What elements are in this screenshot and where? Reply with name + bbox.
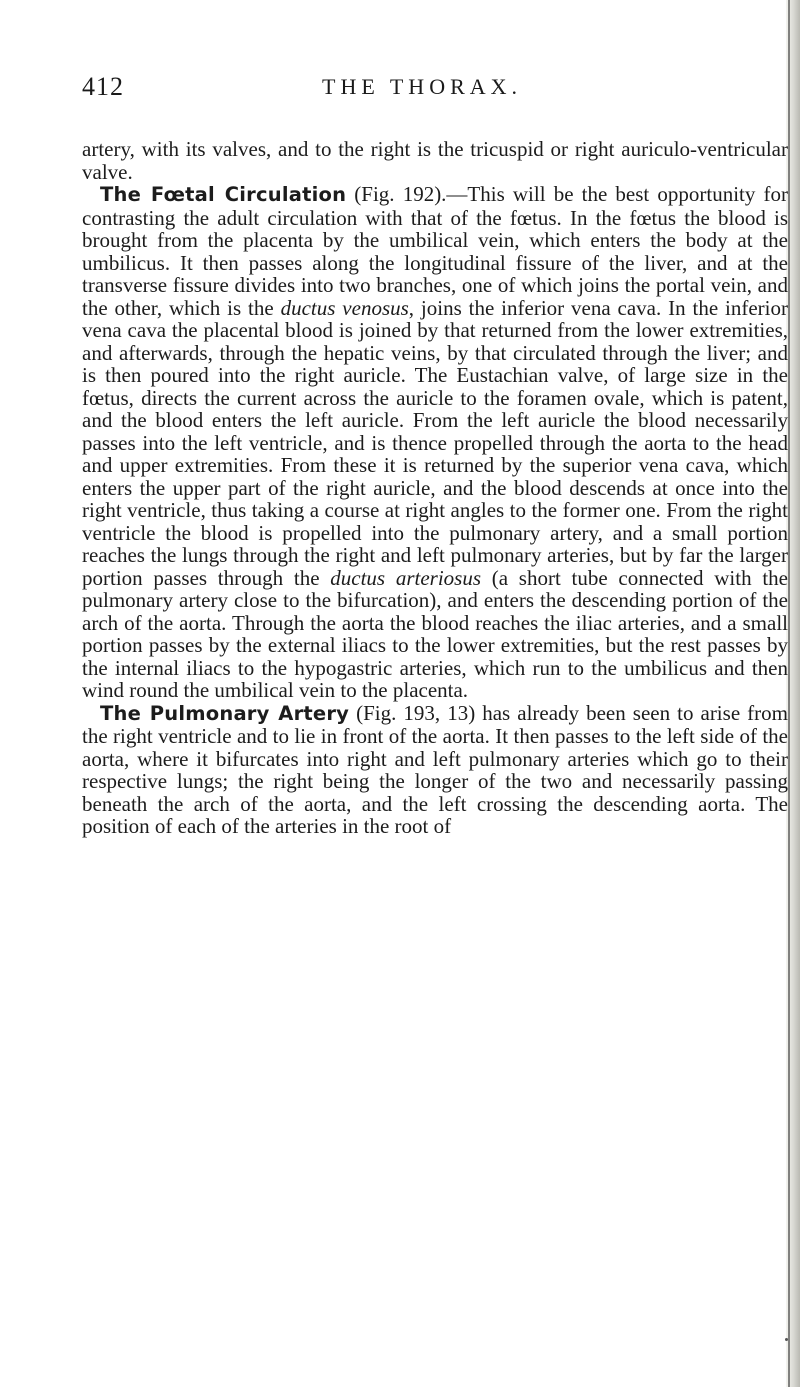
text-span: , joins the inferior vena cava. In the inferior vena cava the placental blood is joined by that returned from the lower extremities, and afterwards, through the hepatic veins, by that circulated through the liver; and is then poured into the right auricle. The Eustachian valve, of large size in the fœtus, directs the current across the auricle to the foramen ovale, which is patent, and the blood enters the left auricle. From the left auricle the blood necessarily passes into the left ventricle, and is thence propelled through the aorta to the head and upper extremities. From these it is returned by the superior vena cava, which enters the upper part of the right auricle, and the blood descends at once into the right ventricle, thus taking a course at right angles to the former one. From the right ventricle the blood is propelled into the pulmonary artery, and a small portion reaches the lungs through the right and left pulmonary arteries, but by far the larger portion passes through the (82, 295, 789, 590)
paragraph-foetal-circulation (82, 183, 788, 702)
ink-spot (785, 1338, 788, 1341)
running-head (82, 72, 800, 112)
paragraph-1 (82, 138, 788, 183)
text-span: (Fig. 193, 13) has already been seen to arise from the right ventricle and to lie in front of the aorta. It then passes to the left side of the aorta, where it bifurcates into right and left pulmonary arteries which go to their respective lungs; the right being the longer of the two and necessarily passing beneath the arch of the aorta, and the left crossing the descending aorta. The position of each of the arteries in the root of (82, 700, 788, 838)
italic-term: ductus arteriosus (330, 565, 481, 590)
text-span: artery, with its valves, and to the right is the tricuspid or right auriculo-ventricular valve. (82, 137, 788, 184)
text-span: (a short tube connected with the pulmonary artery close to the bifurcation), and enters the descending portion of the arch of the aorta. Through the aorta the blood reaches the iliac arteries, and a small portion passes by the external iliacs to the lower extremities, but the rest passes by the internal iliacs to the hypogastric arteries, which run to the umbilicus and then wind round the umbilical vein to the placenta. (82, 565, 788, 702)
body-text (82, 138, 788, 838)
text-span: (Fig. 192).—This will be the best opportunity for contrasting the adult circulation with that of the fœtus. In the fœtus the blood is brought from the placenta by the umbilical vein, which enters the body at the umbilicus. It then passes along the longitudinal fissure of the liver, and at the transverse fissure divides into two branches, one of which joins the portal vein, and the other, which is the (82, 182, 788, 320)
page-edge-line (788, 0, 790, 1387)
paragraph-pulmonary-artery (82, 702, 788, 838)
running-title: THE THORAX. (322, 74, 523, 99)
section-heading-pulmonary-artery: The Pulmonary Artery (100, 701, 350, 725)
italic-term: ductus venosus (280, 295, 409, 320)
page-number: 412 (82, 72, 124, 101)
section-heading-foetal-circulation: The Fœtal Circulation (100, 183, 347, 206)
